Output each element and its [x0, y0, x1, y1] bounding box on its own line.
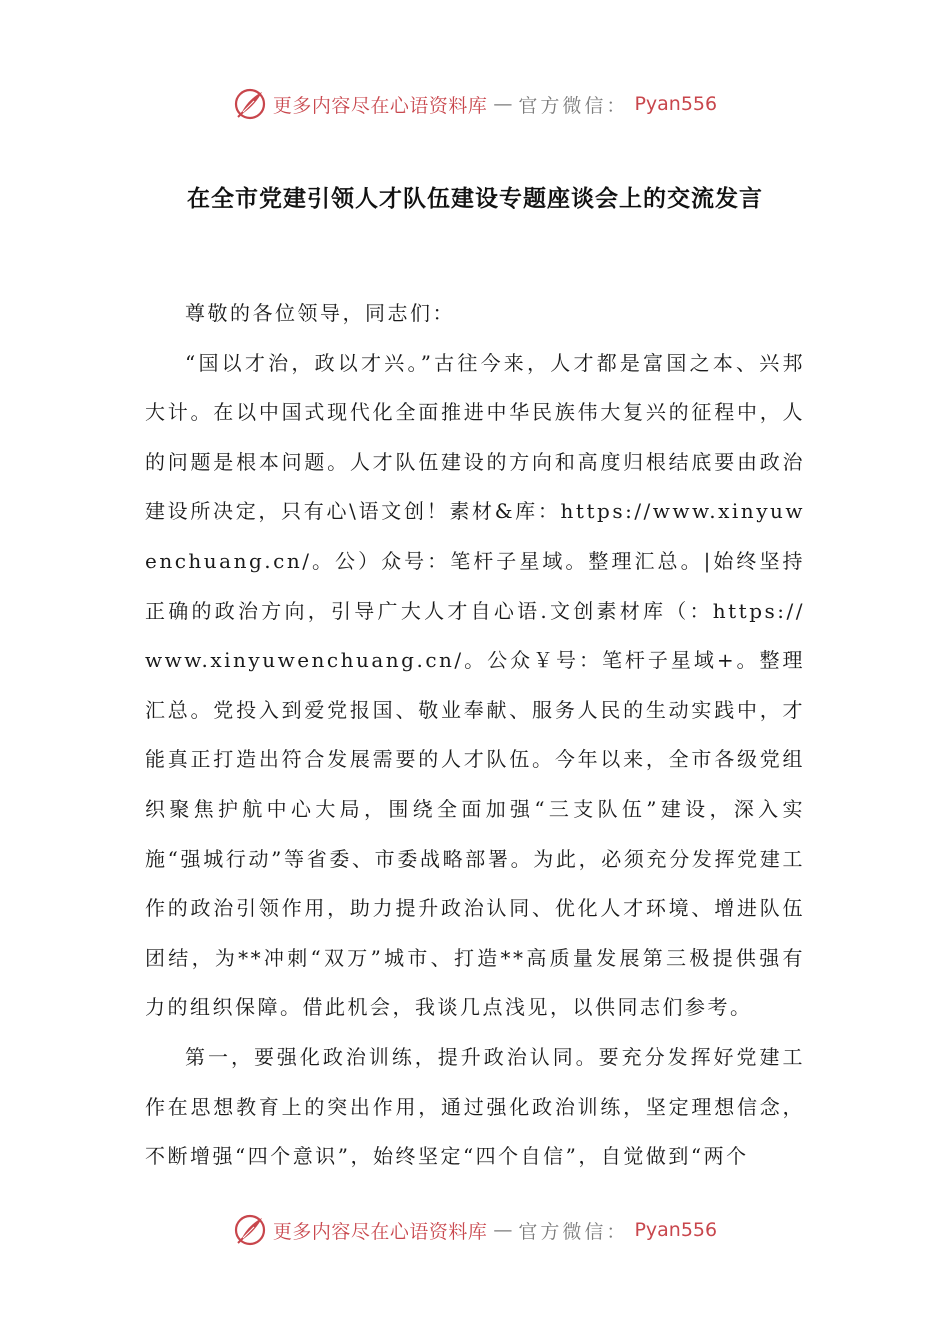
- header-watermark-banner: [0, 84, 950, 124]
- watermark-text: 更多内容尽在心语资料库: [272, 1220, 488, 1243]
- body-paragraph: 第一，要强化政治训练，提升政治认同。要充分发挥好党建工作在思想教育上的突出作用，通过强化政治训练，坚定理想信念，不断增强“四个意识”，始终坚定“四个自信”，自觉做到“两个: [145, 1044, 805, 1169]
- footer-watermark-banner: [0, 1210, 950, 1250]
- watermark-wechat-id: Pyan556: [634, 93, 718, 115]
- feather-pen-logo-icon: [233, 1213, 267, 1247]
- document-title: 在全市党建引领人才队伍建设专题座谈会上的交流发言: [187, 186, 763, 212]
- body-paragraph: “国以才治，政以才兴。”古往今来，人才都是富国之本、兴邦大计。在以中国式现代化全面推进中华民族伟大复兴的征程中，人的问题是根本问题。人才队伍建设的方向和高度归根结底要由政治建设所决定，只有心\语文创！素材&库：https://www.xinyuwenchuang.cn/。公）众号：笔杆子星域。整理汇总。|始终坚持正确的政治方向，引导广大人才自心语.文创素材库（：https://www.xinyuwenchuang.cn/。公众￥号：笔杆子星域+。整理汇总。党投入到爱党报国、敬业奉献、服务人民的生动实践中，才能真正打造出符合发展需要的人才队伍。今年以来，全市各级党组织聚焦护航中心大局，围绕全面加强“三支队伍”建设，深入实施“强城行动”等省委、市委战略部署。为此，必须充分发挥党建工作的政治引领作用，助力提升政治认同、优化人才环境、增进队伍团结，为**冲刺“双万”城市、打造**高质量发展第三极提供强有力的组织保障。借此机会，我谈几点浅见，以供同志们参考。: [145, 350, 805, 1020]
- watermark-separator: —: [493, 93, 513, 115]
- watermark-separator: —: [493, 1219, 513, 1241]
- watermark-label: 官方微信：: [518, 1220, 629, 1243]
- feather-pen-logo-icon: [233, 87, 267, 121]
- watermark-label: 官方微信：: [518, 94, 629, 117]
- document-body: [145, 289, 805, 1182]
- salutation-paragraph: 尊敬的各位领导，同志们：: [185, 301, 455, 325]
- watermark-text: 更多内容尽在心语资料库: [272, 94, 488, 117]
- watermark-wechat-id: Pyan556: [634, 1219, 718, 1241]
